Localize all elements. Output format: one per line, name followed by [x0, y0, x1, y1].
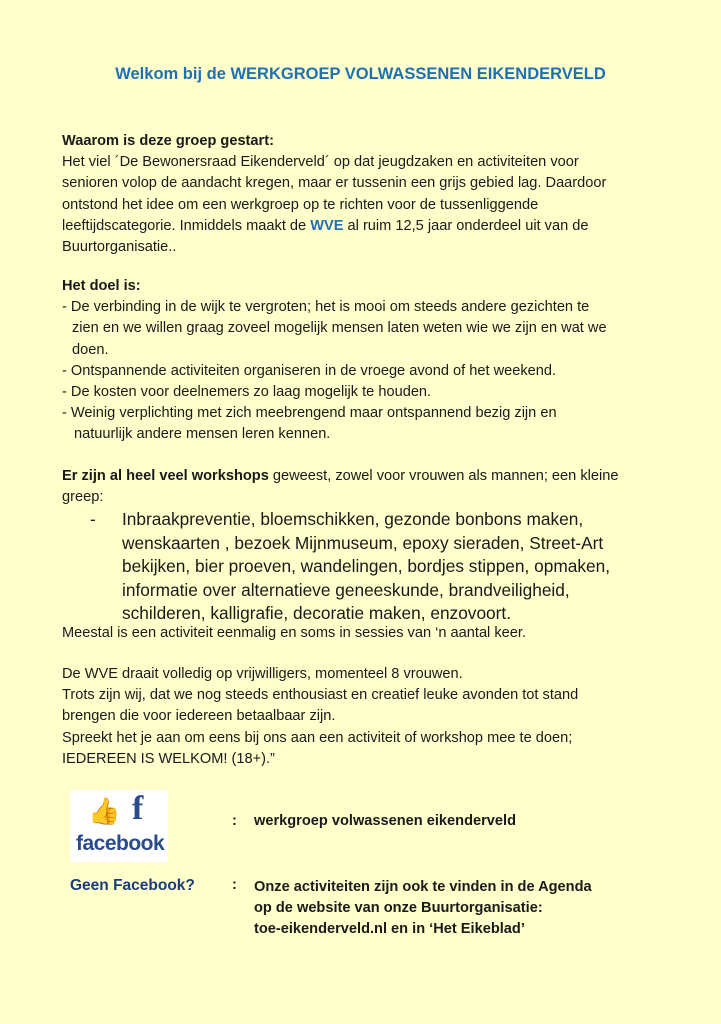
- thumbs-up-icon: 👍: [88, 796, 121, 826]
- section-volunteers: [62, 664, 672, 770]
- paragraph-line: [62, 466, 672, 487]
- section-workshops-intro: [62, 466, 672, 508]
- paragraph-line: [62, 216, 672, 237]
- text: al ruim 12,5 jaar onderdeel uit van de: [343, 217, 589, 234]
- workshop-line: Inbraakpreventie, bloemschikken, gezonde bonbons maken,: [122, 509, 584, 529]
- section-why: [62, 131, 672, 258]
- no-facebook-info: [254, 877, 592, 940]
- no-facebook-label: Geen Facebook?: [70, 877, 195, 894]
- paragraph-line: Spreekt het je aan om eens bij ons aan een activiteit of workshop mee te doen;: [62, 729, 573, 746]
- paragraph-line: Trots zijn wij, dat we nog steeds enthousiast en creatief leuke avonden tot stand: [62, 687, 579, 704]
- workshop-list: [90, 508, 650, 626]
- facebook-f-icon: f: [132, 790, 144, 827]
- colon-separator: :: [232, 877, 237, 893]
- goal-item: - Ontspannende activiteiten organiseren in de vroege avond of het weekend.: [62, 362, 557, 379]
- workshop-line: wenskaarten , bezoek Mijnmuseum, epoxy sieraden, Street-Art: [122, 532, 604, 553]
- paragraph-line: greep:: [62, 489, 104, 506]
- workshops-outro: Meestal is een activiteit eenmalig en soms in sessies van ‘n aantal keer.: [62, 625, 526, 641]
- goal-item-continuation: zien en we willen graag zoveel mogelijk mensen laten weten wie we zijn en wat we: [72, 320, 607, 337]
- wve-highlight: WVE: [310, 217, 344, 234]
- section-goals: [62, 276, 672, 446]
- list-dash: -: [90, 509, 96, 529]
- goal-item: - Weinig verplichting met zich meebrengend maar ontspannend bezig zijn en: [62, 405, 557, 422]
- page-title: Welkom bij de WERKGROEP VOLWASSENEN EIKENDERVELD: [115, 65, 606, 83]
- info-line: op de website van onze Buurtorganisatie:: [254, 900, 543, 916]
- goal-item-continuation: natuurlijk andere mensen leren kennen.: [74, 426, 331, 443]
- section-heading: Het doel is:: [62, 278, 141, 294]
- goal-item: - De verbinding in de wijk te vergroten; het is mooi om steeds andere gezichten te: [62, 299, 590, 316]
- info-line: Onze activiteiten zijn ook te vinden in de Agenda: [254, 879, 592, 895]
- section-heading: Waarom is deze groep gestart:: [62, 133, 274, 149]
- paragraph-line: IEDEREEN IS WELKOM! (18+).”: [62, 750, 275, 767]
- goal-item-continuation: doen.: [72, 341, 109, 358]
- workshop-line: bekijken, bier proeven, wandelingen, bordjes stippen, opmaken,: [122, 556, 611, 577]
- workshop-line: schilderen, kalligrafie, decoratie maken, enzovoort.: [122, 603, 512, 624]
- goal-item: - De kosten voor deelnemers zo laag mogelijk te houden.: [62, 384, 432, 401]
- facebook-group-name: werkgroep volwassenen eikenderveld: [254, 813, 516, 829]
- facebook-wordmark: facebook: [76, 832, 165, 855]
- bold-text: Er zijn al heel veel workshops: [62, 468, 269, 484]
- paragraph-line: senioren volop de aandacht kregen, maar er tussenin een grijs gebied lag. Daardoor: [62, 175, 607, 192]
- workshop-line: informatie over alternatieve geneeskunde, brandveiligheid,: [122, 579, 570, 600]
- text: geweest, zowel voor vrouwen als mannen; een kleine: [268, 468, 619, 484]
- paragraph-line: ontstond het idee om een werkgroep op te richten voor de tussenliggende: [62, 196, 539, 213]
- paragraph-line: Het viel ´De Bewonersraad Eikenderveld´ op dat jeugdzaken en activiteiten voor: [62, 154, 579, 171]
- facebook-logo[interactable]: [70, 790, 168, 862]
- colon-separator: :: [232, 813, 237, 829]
- paragraph-line: De WVE draait volledig op vrijwilligers, momenteel 8 vrouwen.: [62, 666, 463, 682]
- paragraph-line: brengen die voor iedereen betaalbaar zijn.: [62, 708, 336, 725]
- info-line: toe-eikenderveld.nl en in ‘Het Eikeblad’: [254, 921, 525, 937]
- text: leeftijdscategorie. Inmiddels maakt de: [62, 217, 311, 234]
- paragraph-line: Buurtorganisatie..: [62, 239, 177, 256]
